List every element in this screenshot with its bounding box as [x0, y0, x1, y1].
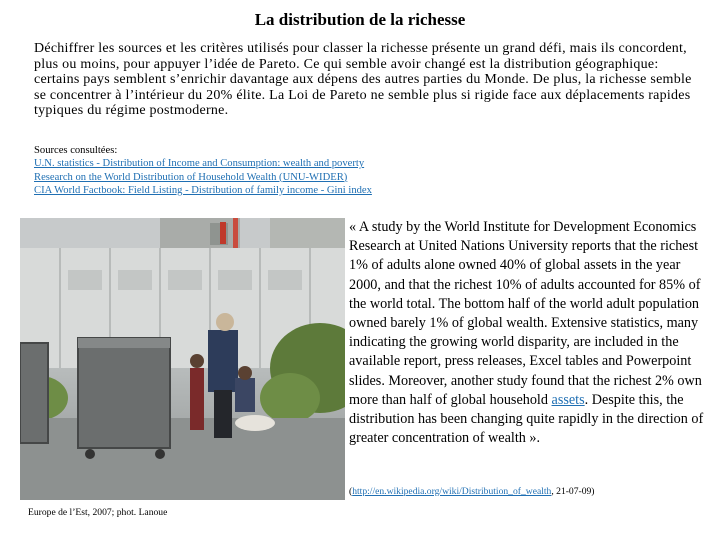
- intro-paragraph: Déchiffrer les sources et les critères utilisés pour classer la richesse présente un grand défi, mais ils concordent, plus ou moins, pour appuyer l’idée de Pareto. Ce qui semble avoir changé est la distribution géographique: certains pays semblent s’enrichir davantage aux dépens des autres parties du Monde. De plus, la richesse semble se concentrer à l’intérieur du 20% élite. La Loi de Pareto ne semble plus si rigide face aux déplacements rapides typiques du régime postmoderne.: [34, 41, 692, 119]
- source-link-unu-wider[interactable]: Research on the World Distribution of Household Wealth (UNU-WIDER): [34, 171, 348, 183]
- quote-source-date: , 21-07-09): [551, 486, 595, 497]
- page-title: La distribution de la richesse: [254, 10, 466, 29]
- source-link-un-statistics[interactable]: U.N. statistics - Distribution of Income and Consumption: wealth and poverty: [34, 158, 365, 170]
- quote-text-after: . Despite this, the distribution has been changing quite rapidly in the direction of greater concentration of wealth ».: [349, 391, 704, 447]
- assets-link[interactable]: assets: [551, 391, 585, 408]
- quote-source-open: (: [349, 486, 353, 497]
- street-photo: [20, 218, 345, 500]
- sources-heading: Sources consultées:: [34, 145, 118, 156]
- wikipedia-link[interactable]: http://en.wikipedia.org/wiki/Distribution_of_wealth: [352, 486, 552, 497]
- quote-source: [349, 486, 709, 497]
- quote-text-before: « A study by the World Institute for Development Economics Research at United Nations University reports that the richest 1% of adults alone owned 40% of global assets in the year 2000, and that the richest 10% of adults accounted for 85% of the world total. The bottom half of the world adult population owned barely 1% of global wealth. Extensive statistics, many indicating the growing world disparity, are included in the available report, press releases, Excel tables and Powerpoint slides. Moreover, another study found that the richest 2% own more than half of global household: [349, 219, 702, 408]
- photo-caption: Europe de l’Est, 2007; phot. Lanoue: [28, 507, 168, 518]
- wealth-quote: [349, 218, 705, 448]
- street-photo-illustration: [20, 218, 345, 500]
- source-link-cia-factbook[interactable]: CIA World Factbook: Field Listing - Distribution of family income - Gini index: [34, 184, 372, 196]
- sources-section: [34, 144, 454, 197]
